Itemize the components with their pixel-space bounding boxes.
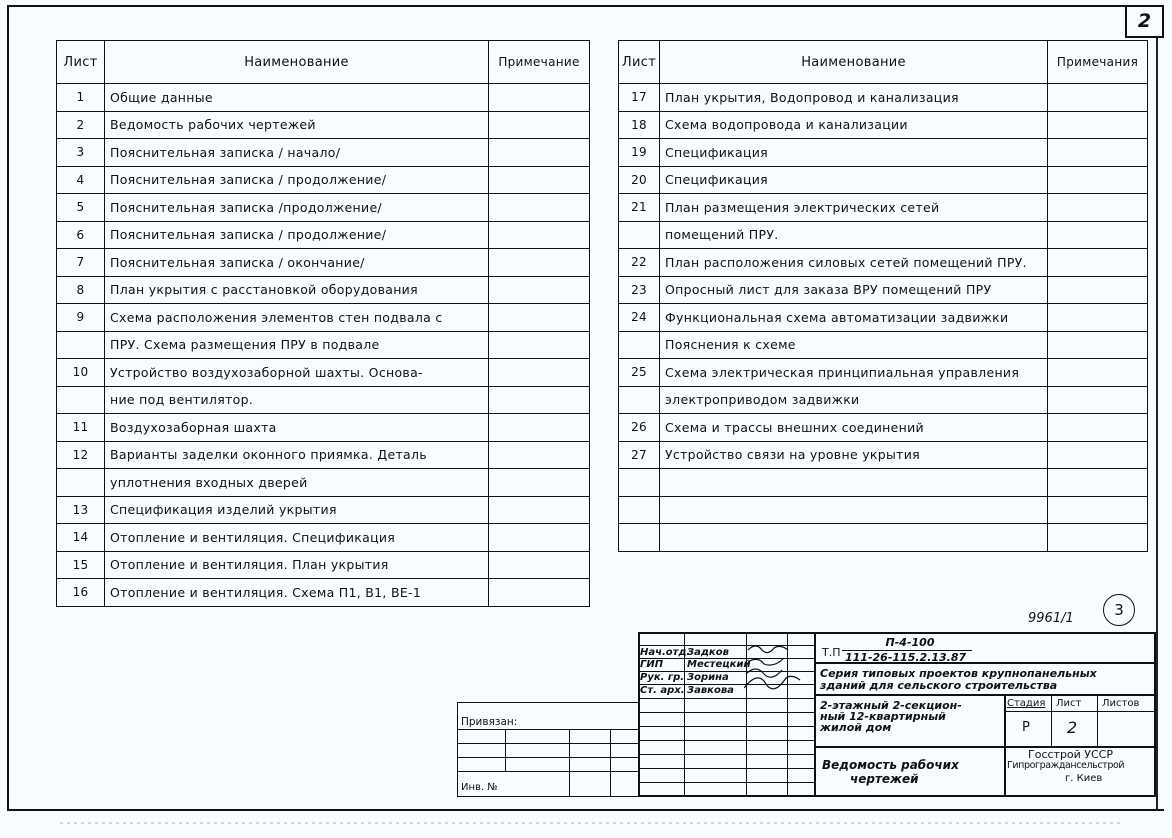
table-row (619, 386, 1148, 414)
table-row (57, 194, 590, 222)
cell-num (619, 469, 660, 497)
cell-note (1048, 469, 1148, 497)
cell-note (489, 386, 590, 414)
frame-right-border (1156, 38, 1158, 810)
cell-note (489, 304, 590, 332)
sheet-list-table-left (56, 40, 590, 607)
table-row (619, 166, 1148, 194)
cell-name: ние под вентилятор. (105, 386, 489, 414)
cell-num: 27 (619, 441, 660, 469)
grid-line (457, 743, 640, 744)
cell-note (1048, 304, 1148, 332)
cell-num: 21 (619, 194, 660, 222)
cell-num: 23 (619, 276, 660, 304)
table-row (57, 221, 590, 249)
cell-note (489, 524, 590, 552)
table-row (619, 139, 1148, 167)
cell-name: План расположения силовых сетей помещений ПРУ. (660, 249, 1048, 277)
cell-note (1048, 139, 1148, 167)
cell-name: План укрытия, Водопровод и канализация (660, 84, 1048, 112)
doc-title-line-1: Ведомость рабочих (822, 758, 959, 772)
cell-note (489, 139, 590, 167)
cell-name: Спецификация (660, 166, 1048, 194)
header-name: Наименование (105, 41, 489, 84)
grid-line (814, 694, 1156, 696)
cell-name: План размещения электрических сетей (660, 194, 1048, 222)
table-row (619, 496, 1148, 524)
cell-note (1048, 194, 1148, 222)
table-row (619, 469, 1148, 497)
cell-note (1048, 386, 1148, 414)
cell-num: 25 (619, 359, 660, 387)
table-row (57, 579, 590, 607)
cell-num (619, 331, 660, 359)
grid-line (638, 782, 814, 783)
table-row (57, 331, 590, 359)
series-line-1: Серия типовых проектов крупнопанельных (820, 667, 1097, 680)
cell-name: Опросный лист для заказа ВРУ помещений ПРУ (660, 276, 1048, 304)
cell-note (1048, 221, 1148, 249)
cell-name: Отопление и вентиляция. Спецификация (105, 524, 489, 552)
cell-num: 16 (57, 579, 105, 607)
table-row (57, 524, 590, 552)
cell-num: 17 (619, 84, 660, 112)
cell-note (489, 469, 590, 497)
circled-number: 3 (1103, 594, 1135, 626)
cell-num: 6 (57, 221, 105, 249)
cell-num: 10 (57, 359, 105, 387)
code-numerator: П-4-100 (885, 636, 935, 649)
grid-line (610, 729, 611, 797)
cell-name: электроприводом задвижки (660, 386, 1048, 414)
cell-num: 22 (619, 249, 660, 277)
cell-num (57, 469, 105, 497)
sig-role-3: Рук. гр. (640, 672, 685, 683)
table-row (619, 441, 1148, 469)
sig-role-4: Ст. арх. (640, 685, 685, 696)
cell-note (1048, 414, 1148, 442)
cell-num: 15 (57, 551, 105, 579)
cell-note (489, 414, 590, 442)
doc-title-line-2: чертежей (850, 772, 919, 786)
cell-note (1048, 359, 1148, 387)
cell-name: Устройство связи на уровне укрытия (660, 441, 1048, 469)
cell-note (489, 331, 590, 359)
cell-note (489, 111, 590, 139)
table-row (619, 84, 1148, 112)
cell-num: 5 (57, 194, 105, 222)
cell-num: 19 (619, 139, 660, 167)
cell-name (660, 524, 1048, 552)
cell-name (660, 496, 1048, 524)
cell-num (57, 386, 105, 414)
cell-num: 11 (57, 414, 105, 442)
grid-line (457, 771, 640, 772)
table-header-row (57, 41, 590, 84)
cell-name (660, 469, 1048, 497)
cell-name: Схема расположения элементов стен подвала с (105, 304, 489, 332)
code-denominator: 111-26-115.2.13.87 (845, 651, 967, 664)
stage-value: Р (1022, 720, 1030, 735)
cell-name: Воздухозаборная шахта (105, 414, 489, 442)
cell-name: Общие данные (105, 84, 489, 112)
table-row (619, 221, 1148, 249)
code-prefix: Т.П (822, 646, 841, 659)
table-row (619, 331, 1148, 359)
grid-line (1004, 694, 1006, 797)
grid-line (1097, 694, 1098, 746)
cell-name: Пояснительная записка / продолжение/ (105, 166, 489, 194)
cell-num: 13 (57, 496, 105, 524)
grid-line (638, 726, 814, 727)
sig-name-3: Зорина (687, 672, 729, 683)
cell-name: План укрытия с расстановкой оборудования (105, 276, 489, 304)
cell-num: 9 (57, 304, 105, 332)
cell-num: 3 (57, 139, 105, 167)
header-name: Наименование (660, 41, 1048, 84)
grid-line (1051, 694, 1052, 746)
table-row (57, 276, 590, 304)
cell-note (1048, 166, 1148, 194)
sig-name-1: Задков (687, 647, 729, 658)
cell-num (619, 524, 660, 552)
table-row (619, 276, 1148, 304)
table-row (619, 249, 1148, 277)
table-row (57, 304, 590, 332)
cell-num: 24 (619, 304, 660, 332)
cell-note (489, 359, 590, 387)
grid-line (457, 757, 640, 758)
cell-name: Спецификация изделий укрытия (105, 496, 489, 524)
stage-label: Стадия (1007, 698, 1046, 709)
cell-name: Схема водопровода и канализации (660, 111, 1048, 139)
cell-name: Спецификация (660, 139, 1048, 167)
cell-name: уплотнения входных дверей (105, 469, 489, 497)
table-row (619, 194, 1148, 222)
grid-line (638, 768, 814, 769)
sig-name-4: Завкова (687, 685, 734, 696)
table-row (619, 414, 1148, 442)
series-line-2: зданий для сельского строительства (820, 679, 1058, 692)
grid-line (814, 632, 816, 797)
cell-note (489, 249, 590, 277)
table-row (57, 359, 590, 387)
table-row (57, 441, 590, 469)
cell-num: 7 (57, 249, 105, 277)
cell-note (1048, 249, 1148, 277)
cell-name: Пояснительная записка /продолжение/ (105, 194, 489, 222)
cell-name: помещений ПРУ. (660, 221, 1048, 249)
scan-artifact (60, 822, 1120, 824)
cell-num (619, 496, 660, 524)
cell-name: Отопление и вентиляция. План укрытия (105, 551, 489, 579)
grid-line (505, 729, 506, 771)
cell-num: 1 (57, 84, 105, 112)
cell-note (489, 579, 590, 607)
cell-note (489, 496, 590, 524)
header-sheet: Лист (619, 41, 660, 84)
sheets-label: Листов (1102, 698, 1140, 709)
cell-note (1048, 276, 1148, 304)
inventory-label: Инв. № (461, 782, 498, 793)
cell-name: Пояснительная записка / продолжение/ (105, 221, 489, 249)
cell-num: 8 (57, 276, 105, 304)
cell-num: 4 (57, 166, 105, 194)
cell-note (1048, 441, 1148, 469)
cell-num: 18 (619, 111, 660, 139)
cell-note (1048, 496, 1148, 524)
cell-note (489, 276, 590, 304)
grid-line (1004, 711, 1156, 712)
cell-name: Устройство воздухозаборной шахты. Основа- (105, 359, 489, 387)
cell-note (489, 221, 590, 249)
grid-line (638, 740, 814, 741)
table-row (619, 524, 1148, 552)
cell-num: 26 (619, 414, 660, 442)
sig-role-1: Нач.отд. (640, 647, 691, 658)
cell-note (489, 441, 590, 469)
header-note: Примечание (489, 41, 590, 84)
table-row (57, 414, 590, 442)
header-sheet: Лист (57, 41, 105, 84)
table-row (57, 469, 590, 497)
cell-note (489, 194, 590, 222)
cell-name: Отопление и вентиляция. Схема П1, В1, ВЕ-1 (105, 579, 489, 607)
table-row (57, 386, 590, 414)
table-row (57, 551, 590, 579)
sig-name-2: Местецкий (687, 659, 751, 670)
table-row (619, 111, 1148, 139)
table-row (619, 359, 1148, 387)
cell-num: 14 (57, 524, 105, 552)
sig-role-2: ГИП (640, 659, 664, 670)
cell-note (489, 84, 590, 112)
org-line-1: Госстрой УССР (1028, 748, 1113, 761)
cell-name: Функциональная схема автоматизации задвижки (660, 304, 1048, 332)
table-row (57, 111, 590, 139)
header-note: Примечания (1048, 41, 1148, 84)
building-line-3: жилой дом (820, 721, 892, 734)
cell-num: 20 (619, 166, 660, 194)
table-row (619, 304, 1148, 332)
cell-num: 12 (57, 441, 105, 469)
cell-note (1048, 84, 1148, 112)
building-line-2: ный 12-квартирный (820, 710, 946, 723)
cell-name: Пояснительная записка / начало/ (105, 139, 489, 167)
grid-line (569, 729, 570, 797)
cell-num (619, 221, 660, 249)
cell-note (1048, 111, 1148, 139)
cell-name: Пояснительная записка / окончание/ (105, 249, 489, 277)
cell-name: Ведомость рабочих чертежей (105, 111, 489, 139)
cell-note (1048, 331, 1148, 359)
cell-num (57, 331, 105, 359)
corner-sheet-number: 2 (1125, 5, 1164, 38)
document-number: 9961/1 (1028, 611, 1074, 626)
cell-num: 2 (57, 111, 105, 139)
sheet-label: Лист (1056, 698, 1082, 709)
cell-name: Схема и трассы внешних соединений (660, 414, 1048, 442)
cell-note (489, 551, 590, 579)
cell-name: Схема электрическая принципиальная управления (660, 359, 1048, 387)
table-row (57, 249, 590, 277)
org-line-3: г. Киев (1065, 773, 1103, 784)
table-row (57, 84, 590, 112)
sheet-value: 2 (1067, 718, 1078, 737)
cell-note (489, 166, 590, 194)
grid-line (457, 729, 640, 730)
cell-note (1048, 524, 1148, 552)
table-header-row (619, 41, 1148, 84)
building-line-1: 2-этажный 2-секцион- (820, 699, 962, 712)
tied-label: Привязан: (461, 716, 518, 728)
org-line-2: Гипрограждансельстрой (1007, 760, 1125, 771)
grid-line (638, 712, 814, 713)
table-row (57, 166, 590, 194)
table-row (57, 139, 590, 167)
cell-num (619, 386, 660, 414)
sheet-list-table-right (618, 40, 1148, 552)
table-row (57, 496, 590, 524)
cell-name: ПРУ. Схема размещения ПРУ в подвале (105, 331, 489, 359)
grid-line (638, 754, 814, 755)
cell-name: Варианты заделки оконного приямка. Деталь (105, 441, 489, 469)
signature-scribbles (744, 640, 814, 700)
cell-name: Пояснения к схеме (660, 331, 1048, 359)
